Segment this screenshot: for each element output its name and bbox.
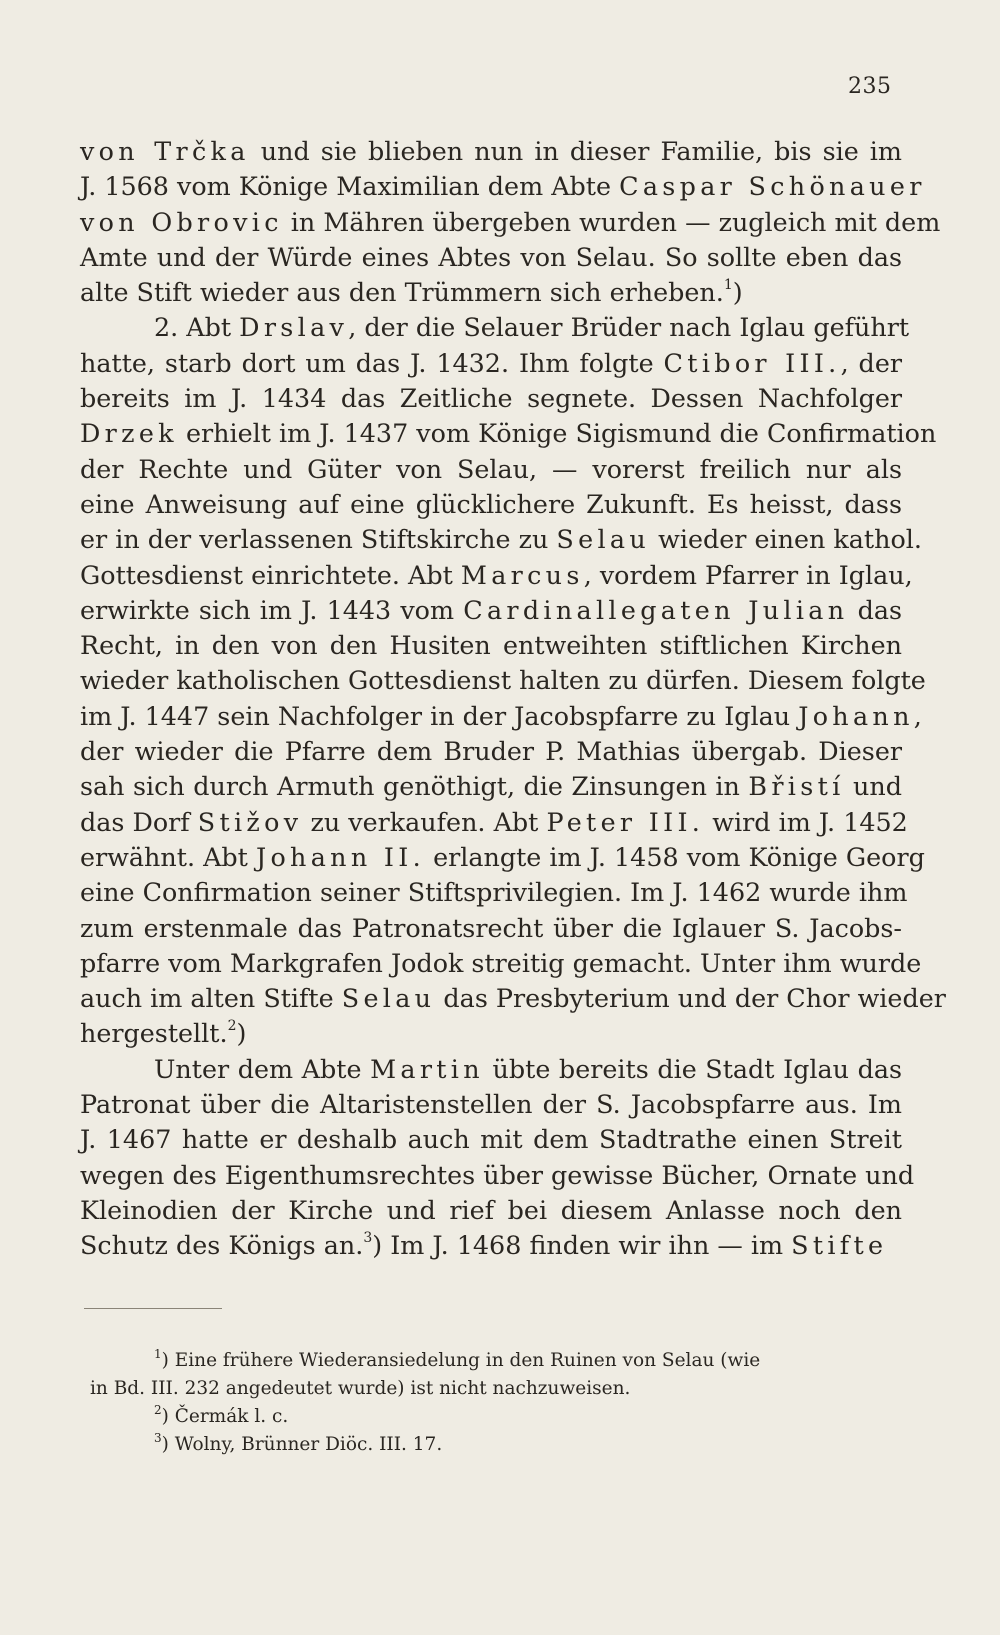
text-line — [80, 805, 908, 840]
text-line — [80, 1087, 902, 1122]
text-line — [80, 381, 902, 416]
spaced-name: von Trčka — [80, 136, 250, 166]
footnote-line — [90, 1375, 862, 1403]
spaced-name: Johann II. — [255, 841, 425, 872]
text-line — [80, 1228, 902, 1263]
spaced-name: Martin — [370, 1053, 484, 1084]
text-run: erwähnt. Abt — [80, 841, 256, 872]
text-run: wird im J. 1452 — [704, 806, 908, 837]
text-run: , — [913, 700, 922, 731]
text-run: wegen des Eigenthumsrechtes über gewisse Bücher, Ornate und — [80, 1159, 915, 1190]
text-run: Kleinodien der Kirche und rief bei diesem Anlasse noch den — [80, 1194, 902, 1225]
text-line — [80, 875, 908, 910]
text-run: der wieder die Pfarre dem Bruder P. Mathias übergab. Dieser — [80, 736, 902, 767]
text-run: erhielt im J. 1437 vom Könige Sigismund die Confirmation — [177, 418, 937, 449]
footnote-ref: 1 — [723, 277, 733, 294]
text-run: Amte und der Würde eines Abtes von Selau. So sollte eben das — [80, 241, 902, 272]
text-run: eine Anweisung auf eine glücklichere Zukunft. Es heisst, dass — [80, 488, 902, 519]
text-run: , der die Selauer Brüder nach Iglau geführt — [348, 312, 910, 343]
text-line — [80, 981, 946, 1016]
spaced-name: von Obrovic — [80, 206, 283, 237]
footnotes — [90, 1347, 862, 1459]
text-run: Schutz des Königs an. — [80, 1230, 364, 1261]
footnote-line — [90, 1403, 862, 1431]
text-line — [80, 275, 902, 310]
text-line — [80, 840, 925, 875]
text-line — [80, 240, 902, 275]
text-run: Patronat über die Altaristenstellen der S. Jacobspfarre aus. Im — [80, 1089, 902, 1120]
text-run: ) Čermák l. c. — [161, 1406, 289, 1427]
spaced-name: Břistí — [748, 771, 845, 802]
text-line — [80, 628, 902, 663]
footnote-ref: 2 — [154, 1403, 162, 1417]
text-run: ) — [236, 1018, 247, 1049]
spaced-name: Stifte — [791, 1230, 888, 1261]
spaced-name: Drzek — [80, 418, 178, 449]
text-line — [80, 452, 902, 487]
text-line — [80, 663, 926, 698]
text-run: in Mähren übergeben wurden — zugleich mit dem — [282, 206, 941, 237]
text-run: hergestellt. — [80, 1018, 228, 1049]
footnote-line — [90, 1431, 862, 1459]
text-run: in Bd. III. 232 angedeutet wurde) ist nicht nachzuweisen. — [90, 1378, 631, 1399]
footnote-line — [90, 1347, 862, 1375]
text-run: J. 1467 hatte er deshalb auch mit dem Stadtrathe einen Streit — [80, 1124, 902, 1155]
text-run: das Presbyterium und der Chor wieder — [435, 983, 946, 1014]
text-run: sah sich durch Armuth genöthigt, die Zinsungen in — [80, 771, 749, 802]
paragraph-p1 — [80, 134, 941, 310]
text-run: , vordem Pfarrer in Iglau, — [583, 559, 913, 590]
text-line — [80, 310, 910, 345]
text-line — [80, 1193, 902, 1228]
text-run: bereits im J. 1434 das Zeitliche segnete. Dessen Nachfolger — [80, 383, 902, 414]
footnote-ref: 3 — [363, 1230, 373, 1247]
text-line — [80, 134, 902, 169]
text-run: ) — [732, 277, 743, 308]
spaced-name: Peter III. — [546, 806, 705, 837]
spaced-name: Drslav — [239, 312, 349, 343]
text-run: übte bereits die Stadt Iglau das — [483, 1053, 902, 1084]
text-run: er in der verlassenen Stiftskirche zu — [80, 524, 557, 555]
text-run: das Dorf — [80, 806, 198, 837]
spaced-name: Stižov — [197, 806, 303, 837]
text-run: im J. 1447 sein Nachfolger in der Jacobspfarre zu Iglau — [80, 700, 799, 731]
text-line — [80, 1122, 902, 1157]
text-run: und sie blieben nun in dieser Familie, bis sie im — [249, 136, 903, 166]
text-line — [80, 487, 902, 522]
text-run: pfarre vom Markgrafen Jodok streitig gemacht. Unter ihm wurde — [80, 947, 922, 978]
text-line — [80, 769, 902, 804]
text-run: Gottesdienst einrichtete. Abt — [80, 559, 461, 590]
footnote-ref: 1 — [154, 1347, 162, 1361]
text-run: alte Stift wieder aus den Trümmern sich erheben. — [80, 277, 724, 308]
text-line — [80, 416, 937, 451]
paragraph-p3 — [80, 1052, 915, 1264]
spaced-name: Ctibor III. — [663, 347, 841, 378]
text-run: ) Wolny, Brünner Diöc. III. 17. — [161, 1434, 443, 1455]
text-run: der Rechte und Güter von Selau, — vorerst freilich nur als — [80, 453, 902, 484]
text-line — [80, 169, 926, 204]
footnote-ref: 3 — [154, 1431, 162, 1445]
spaced-name: Selau — [341, 983, 436, 1014]
text-run: Recht, in den von den Husiten entweihten stiftlichen Kirchen — [80, 630, 902, 661]
text-line — [80, 1052, 902, 1087]
text-run: , der — [840, 347, 902, 378]
footnote-fn2 — [90, 1403, 862, 1431]
page-number: 235 — [848, 74, 892, 99]
text-line — [80, 346, 902, 381]
text-run: eine Confirmation seiner Stiftsprivilegien. Im J. 1462 wurde ihm — [80, 877, 908, 908]
text-line — [80, 699, 922, 734]
footnote-divider — [84, 1308, 222, 1309]
text-run: zum erstenmale das Patronatsrecht über die Iglauer S. Jacobs- — [80, 912, 902, 943]
text-line — [80, 593, 902, 628]
footnote-fn3 — [90, 1431, 862, 1459]
paragraph-p2 — [80, 310, 946, 1051]
spaced-name: Caspar Schönauer — [619, 171, 926, 202]
spaced-name: Selau — [556, 524, 651, 555]
text-line — [80, 946, 922, 981]
text-line — [80, 734, 902, 769]
text-run: wieder einen kathol. — [650, 524, 922, 555]
text-line — [80, 911, 902, 946]
spaced-name: Johann — [798, 700, 914, 731]
footnote-fn1 — [90, 1347, 862, 1403]
text-run: zu verkaufen. Abt — [302, 806, 547, 837]
text-run: ) Eine frühere Wiederansiedelung in den Ruinen von Selau (wie — [161, 1350, 761, 1371]
text-line — [80, 1016, 902, 1051]
text-run: auch im alten Stifte — [80, 983, 342, 1014]
body-text — [80, 134, 946, 1264]
text-run: J. 1568 vom Könige Maximilian dem Abte — [80, 171, 620, 202]
text-line — [80, 205, 941, 240]
spaced-name: Cardinallegaten Julian — [463, 594, 849, 625]
text-run: ) Im J. 1468 finden wir ihn — im — [372, 1230, 792, 1261]
text-run: erlangte im J. 1458 vom Könige Georg — [425, 841, 925, 872]
text-line — [80, 558, 913, 593]
text-run: 2. Abt — [154, 312, 240, 343]
text-run: Unter dem Abte — [154, 1053, 371, 1084]
text-line — [80, 522, 922, 557]
text-run: das — [848, 594, 902, 625]
spaced-name: Marcus — [460, 559, 584, 590]
text-run: hatte, starb dort um das J. 1432. Ihm folgte — [80, 347, 664, 378]
text-run: erwirkte sich im J. 1443 vom — [80, 594, 464, 625]
text-run: wieder katholischen Gottesdienst halten zu dürfen. Diesem folgte — [80, 665, 926, 696]
footnote-ref: 2 — [227, 1018, 237, 1035]
text-run: und — [844, 771, 902, 802]
text-line — [80, 1158, 915, 1193]
